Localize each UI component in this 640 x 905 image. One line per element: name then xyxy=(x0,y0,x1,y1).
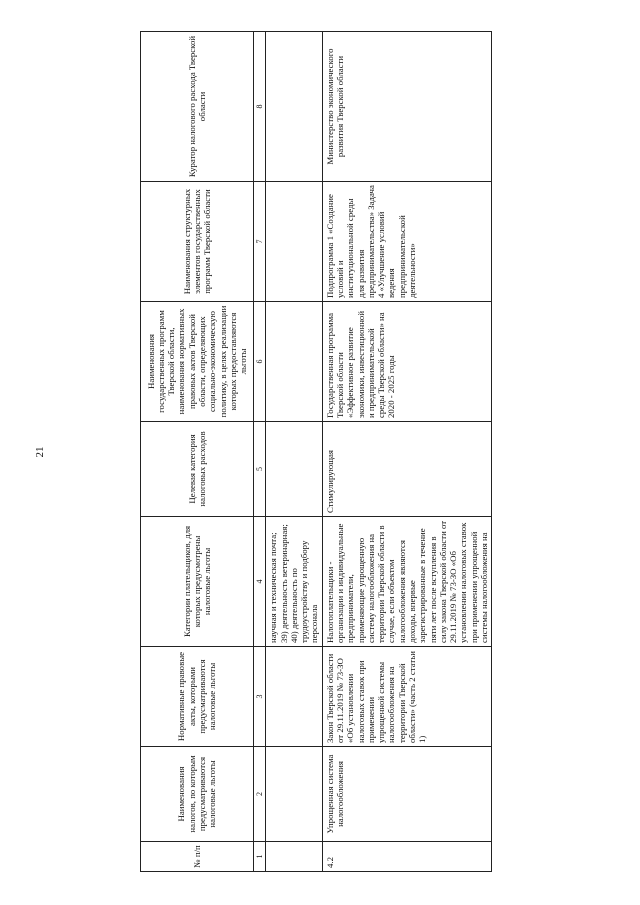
cell-structural-element xyxy=(266,182,322,302)
cell-legal-act xyxy=(266,647,322,747)
cell-target-category xyxy=(266,422,322,517)
tax-expenditure-table xyxy=(140,31,492,872)
header-cell-legal-act: Нормативные правовые акты, которыми предусматриваются налоговые льготы xyxy=(141,647,254,747)
cell-curator: Министерство экономического развития Тверской области xyxy=(322,32,492,182)
cell-curator xyxy=(266,32,322,182)
cell-structural-element: Подпрограмма 1 «Создание условий и институциональной среды для развития предпринимательства» Задача 4 «Улучшение условий ведения предпринимательской деятельности» xyxy=(322,182,492,302)
cell-payer-category: научная и техническая почта; 39) деятельность ветеринарная; 40) деятельность по трудоустройству и подбору персонала xyxy=(266,517,322,647)
cell-legal-act: Закон Тверской области от 29.11.2019 № 73-ЗО «Об установлении налоговых ставок при применении упрощенной системы налогообложения на территории Тверской области» (часть 2 статьи 1) xyxy=(322,647,492,747)
cell-state-program: Государственная программа Тверской области «Эффективное развитие экономики, инвестиционной и предпринимательской среды Тверской области» на 2020 - 2025 годы xyxy=(322,302,492,422)
header-cell-structural-element: Наименования структурных элементов государственных программ Тверской области xyxy=(141,182,254,302)
table-row xyxy=(322,32,492,872)
column-number: 1 xyxy=(254,842,266,872)
header-cell-number: № п/п xyxy=(141,842,254,872)
cell-state-program xyxy=(266,302,322,422)
column-number: 3 xyxy=(254,647,266,747)
cell-tax-name: Упрощенная система налогообложения xyxy=(322,747,492,842)
column-number: 6 xyxy=(254,302,266,422)
header-cell-tax-name: Наименования налогов, по которым предусматриваются налоговые льготы xyxy=(141,747,254,842)
header-cell-curator: Куратор налогового расхода Тверской области xyxy=(141,32,254,182)
header-cell-target-category: Целевая категория налоговых расходов xyxy=(141,422,254,517)
header-cell-payer-category: Категории плательщиков, для которых предусмотрены налоговые льготы xyxy=(141,517,254,647)
cell-target-category: Стимулирующая xyxy=(322,422,492,517)
page-number: 21 xyxy=(34,446,46,458)
header-row xyxy=(141,32,254,872)
column-number: 5 xyxy=(254,422,266,517)
column-number: 8 xyxy=(254,32,266,182)
column-number: 4 xyxy=(254,517,266,647)
column-number: 2 xyxy=(254,747,266,842)
cell-payer-category: Налогоплательщики - организации и индивидуальные предприниматели, применяющие упрощенную систему налогообложения на территории Тверской области в случае, если объектом налогообложения являются доходы, впервые зарегистрированные в течение пяти лет после вступления в силу закона Тверской области от 29.11.2019 № 73-ЗО «Об установлении налоговых ставок при применении упрощенной системы налогообложения на xyxy=(322,517,492,647)
rotated-page-content xyxy=(140,32,500,872)
cell-number: 4.2 xyxy=(322,842,492,872)
cell-tax-name xyxy=(266,747,322,842)
header-cell-state-program: Наименования государственных программ Тверской области, наименования нормативных правовых актов Тверской области, определяющих социально-экономическую политику, в целях реализации которых предоставляются льготы xyxy=(141,302,254,422)
column-number: 7 xyxy=(254,182,266,302)
cell-number xyxy=(266,842,322,872)
column-number-row xyxy=(254,32,266,872)
table-row xyxy=(266,32,322,872)
